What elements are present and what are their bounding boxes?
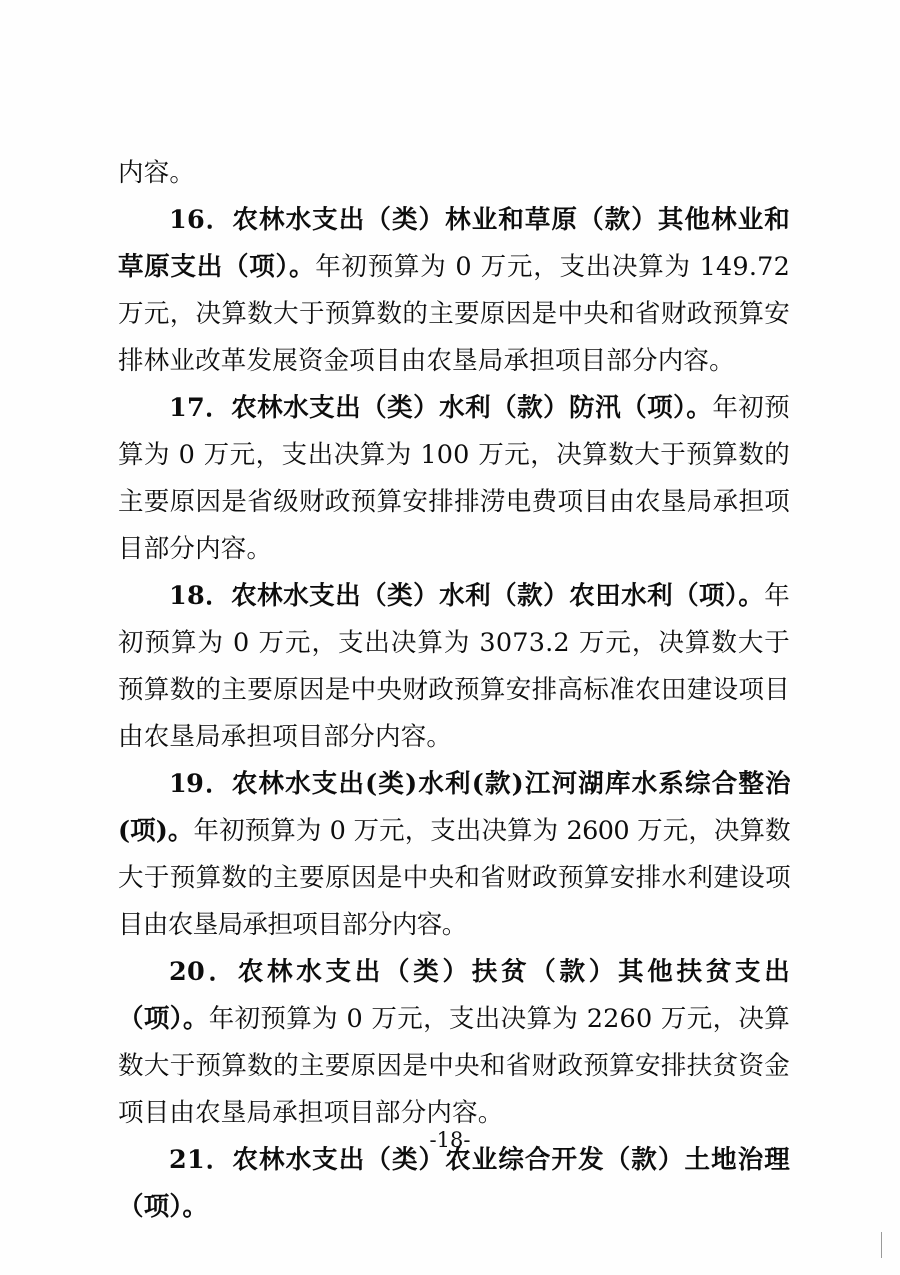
paragraph-text: 年初预算为 0 万元，支出决算为 2260 万元，决算数大于预算数的主要原因是中央和省财政预算安排扶贫资金项目由农垦局承担项目部分内容。 <box>118 1004 790 1128</box>
paragraph-lead: 21．农林水支出（类）农业综合开发（款）土地治理（项）。 <box>118 1145 790 1222</box>
page-number: -18- <box>429 1128 471 1152</box>
paragraph-text: 年初预算为 0 万元，支出决算为 3073.2 万元，决算数大于预算数的主要原因是中央财政预算安排高标准农田建设项目由农垦局承担项目部分内容。 <box>118 581 790 752</box>
paragraph-lead: 20．农林水支出（类）扶贫（款）其他扶贫支出（项）。 <box>118 957 790 1034</box>
paragraph-continuation <box>118 150 790 197</box>
page-edge-mark <box>881 1232 882 1258</box>
paragraph-lead: 16．农林水支出（类）林业和草原（款）其他林业和草原支出（项）。 <box>118 205 790 282</box>
paragraph-item-16 <box>118 197 790 385</box>
paragraph-lead: 17．农林水支出（类）水利（款）防汛（项）。 <box>169 393 713 423</box>
paragraph-item-20 <box>118 949 790 1137</box>
paragraph-text: 内容。 <box>118 158 196 188</box>
paragraph-item-19 <box>118 761 790 949</box>
paragraph-item-17 <box>118 385 790 573</box>
paragraph-lead: 18．农林水支出（类）水利（款）农田水利（项）。 <box>169 581 765 611</box>
paragraph-text: 年初预算为 0 万元，支出决算为 100 万元，决算数大于预算数的主要原因是省级财政预算安排排涝电费项目由农垦局承担项目部分内容。 <box>118 393 790 564</box>
paragraph-item-18 <box>118 573 790 761</box>
paragraph-lead: 19．农林水支出(类)水利(款)江河湖库水系综合整治(项)。 <box>118 769 790 846</box>
document-body <box>118 150 790 1231</box>
paragraph-text: 年初预算为 0 万元，支出决算为 2600 万元，决算数大于预算数的主要原因是中央和省财政预算安排水利建设项目由农垦局承担项目部分内容。 <box>118 816 791 940</box>
paragraph-text: 年初预算为 0 万元，支出决算为 149.72 万元，决算数大于预算数的主要原因是中央和省财政预算安排林业改革发展资金项目由农垦局承担项目部分内容。 <box>118 252 790 376</box>
